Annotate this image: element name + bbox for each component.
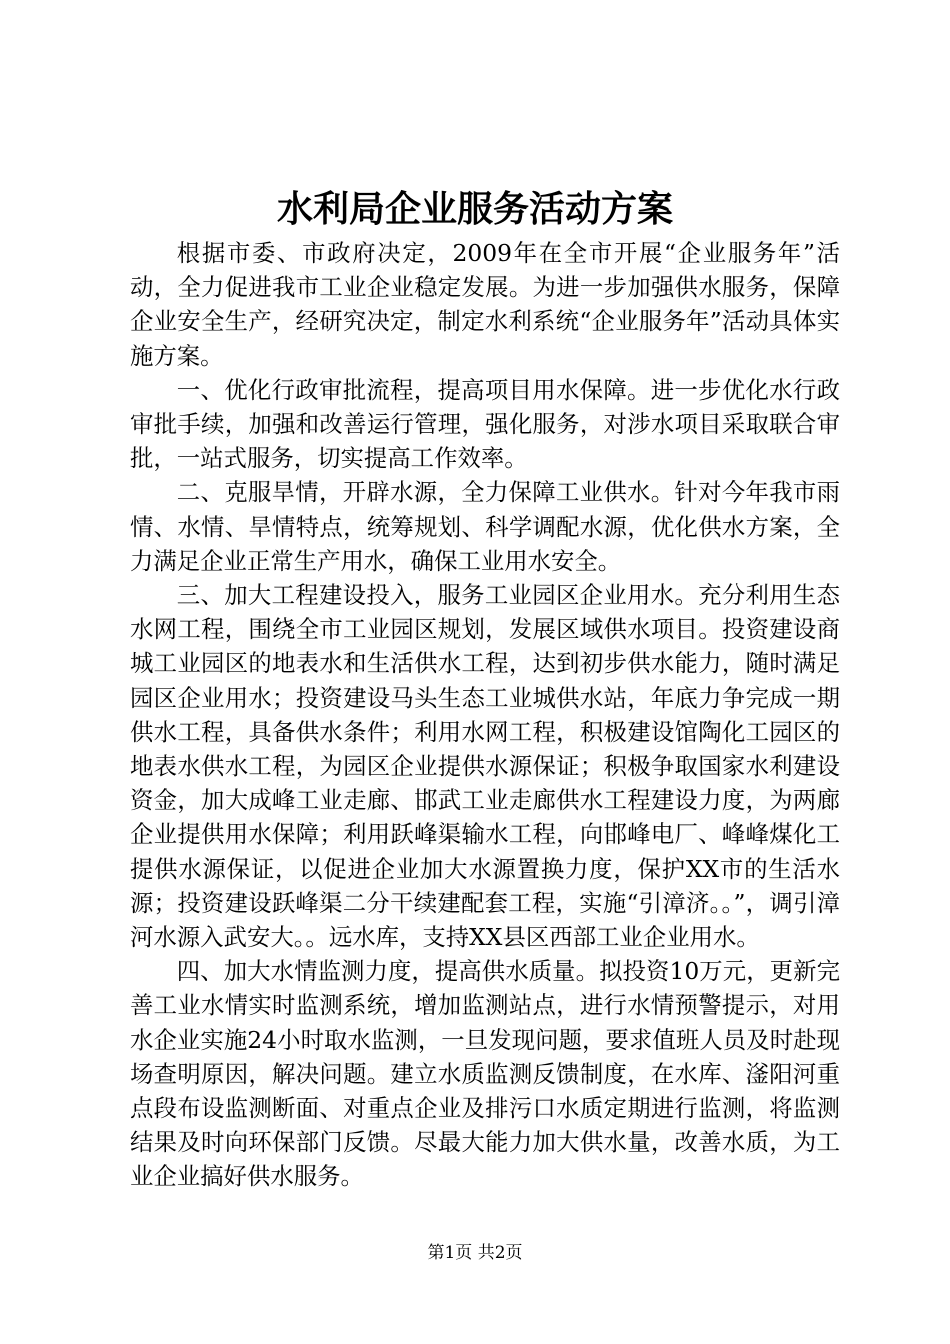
- page-number: 第1页 共2页: [427, 1243, 523, 1263]
- paragraph-intro: 根据市委、市政府决定，2009年在全市开展“企业服务年”活动，全力促进我市工业企业稳定发展。为进一步加强供水服务，保障企业安全生产，经研究决定，制定水利系统“企业服务年”活动具体实施方案。: [130, 239, 840, 370]
- paragraph-section-3: 三、加大工程建设投入，服务工业园区企业用水。充分利用生态水网工程，围绕全市工业园区规划，发展区域供水项目。投资建设商城工业园区的地表水和生活供水工程，达到初步供水能力，随时满足园区企业用水；投资建设马头生态工业城供水站，年底力争完成一期供水工程，具备供水条件；利用水网工程，积极建设馆陶化工园区的地表水供水工程，为园区企业提供水源保证；积极争取国家水利建设资金，加大成峰工业走廊、邯武工业走廊供水工程建设力度，为两廊企业提供用水保障；利用跃峰渠输水工程，向邯峰电厂、峰峰煤化工提供水源保证，以促进企业加大水源置换力度，保护XX市的生活水源；投资建设跃峰渠二分干续建配套工程，实施“引漳济。。”，调引漳河水源入武安大。。远水库，支持XX县区西部工业企业用水。: [130, 581, 840, 952]
- paragraph-section-4: 四、加大水情监测力度，提高供水质量。拟投资10万元，更新完善工业水情实时监测系统，增加监测站点，进行水情预警提示，对用水企业实施24小时取水监测，一旦发现问题，要求值班人员及时赴现场查明原因，解决问题。建立水质监测反馈制度，在水库、滏阳河重点段布设监测断面、对重点企业及排污口水质定期进行监测，将监测结果及时向环保部门反馈。尽最大能力加大供水量，改善水质，为工业企业搞好供水服务。: [130, 957, 840, 1191]
- page-title: 水利局企业服务活动方案: [276, 188, 673, 230]
- paragraph-section-1: 一、优化行政审批流程，提高项目用水保障。进一步优化水行政审批手续，加强和改善运行管理，强化服务，对涉水项目采取联合审批，一站式服务，切实提高工作效率。: [130, 375, 840, 473]
- document-body: [130, 236, 840, 1194]
- paragraph-section-2: 二、克服旱情，开辟水源，全力保障工业供水。针对今年我市雨情、水情、旱情特点，统筹规划、科学调配水源，优化供水方案，全力满足企业正常生产用水，确保工业用水安全。: [130, 478, 840, 575]
